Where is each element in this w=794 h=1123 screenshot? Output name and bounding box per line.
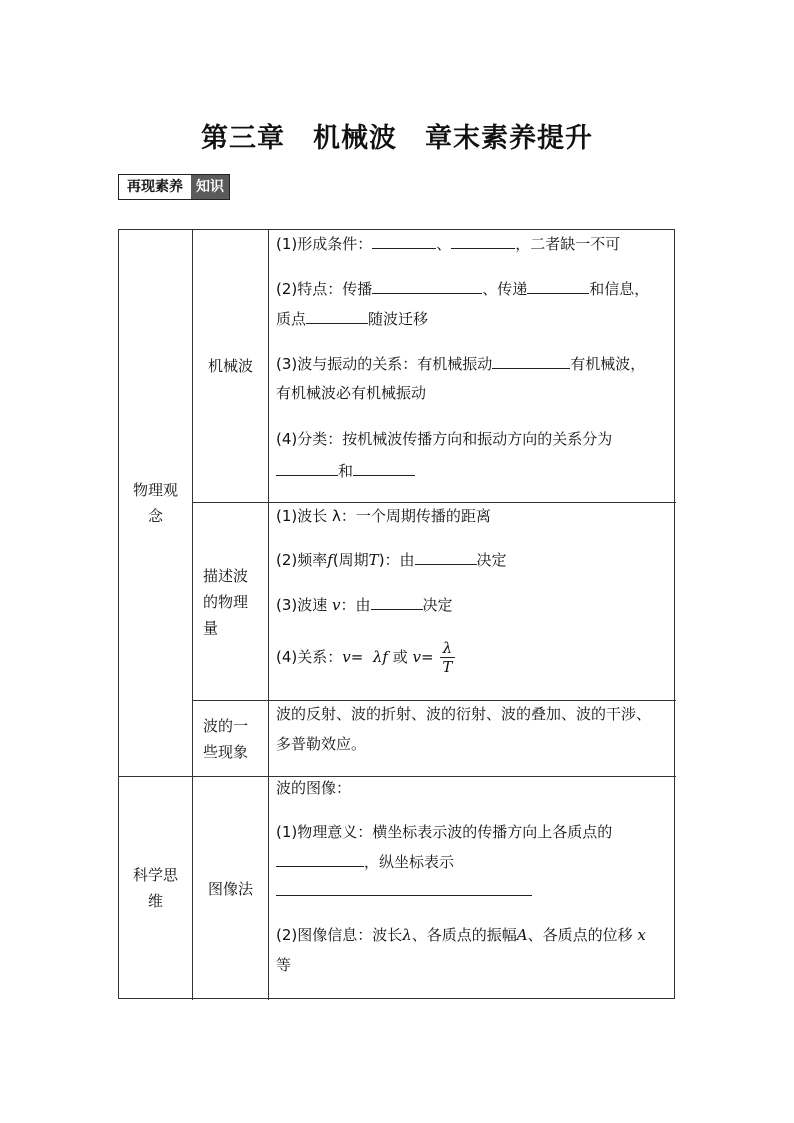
wave-line-2 — [276, 275, 649, 302]
wave-l4-end: 有机械波， — [570, 355, 646, 373]
content-mechanical-wave — [269, 230, 676, 502]
quantity-l2d: 决定 — [476, 551, 507, 569]
quantity-l3a: (3)波速 — [276, 596, 328, 614]
wave-line-7 — [276, 457, 415, 484]
quantity-l4eq: = — [350, 648, 364, 666]
blank — [353, 457, 415, 476]
subcategory-wave-quantities — [193, 503, 268, 700]
wave-l6-text: (4)分类：按机械波传播方向和振动方向的关系分为 — [276, 430, 613, 448]
graph-l4-text: 等 — [276, 956, 292, 974]
wave-l1-text: (1)形成条件： — [276, 235, 373, 253]
quantity-line-1 — [276, 503, 491, 529]
quantity-l3v: v — [332, 596, 341, 614]
phenomena-l2-text: 多普勒效应。 — [276, 735, 367, 753]
wave-line-3 — [276, 305, 428, 332]
badge-right: 知识 — [191, 175, 229, 199]
quantity-line-3 — [276, 591, 453, 618]
blank — [276, 848, 364, 867]
subcategory-wave-phenomena — [193, 701, 268, 776]
blank — [415, 546, 477, 565]
graph-line-4 — [276, 952, 291, 978]
wave-l2-end: 和信息， — [589, 280, 650, 298]
wave-l5-text: 有机械波必有机械振动 — [276, 384, 427, 402]
wave-line-1 — [276, 230, 620, 257]
wave-l1-sep: 、 — [436, 235, 452, 253]
graph-l1-text: (1)物理意义：横坐标表示波的传播方向上各质点的 — [276, 823, 613, 841]
content-wave-phenomena — [269, 701, 676, 776]
wave-l4-text: (3)波与振动的关系：有机械振动 — [276, 355, 493, 373]
wave-l3-end: 随波迁移 — [368, 310, 429, 328]
section-badge — [118, 174, 230, 200]
blank — [527, 275, 589, 294]
category-physics-concept-text: 物理观念 — [132, 481, 178, 525]
subcategory-graph-method — [193, 777, 268, 1000]
quantity-l3b: ：由 — [340, 596, 371, 614]
graph-l3A: A — [516, 926, 528, 944]
graph-l3x: x — [637, 926, 646, 944]
section-label: 章末素养提升 — [425, 123, 593, 154]
quantity-l1-text: (1)波长 λ：一个周期传播的距离 — [276, 507, 491, 525]
content-graph-method — [269, 777, 676, 1000]
badge-left: 再现素养 — [119, 175, 191, 199]
wave-l2-text: (2)特点：传播 — [276, 280, 373, 298]
graph-line-1 — [276, 819, 612, 845]
category-physics-concept — [119, 230, 192, 776]
quantity-l4v2: v — [412, 648, 421, 666]
blank — [276, 877, 532, 896]
wave-l2-mid: 、传递 — [482, 280, 528, 298]
quantity-l4v: v — [342, 648, 351, 666]
subcategory-graph-method-text: 图像法 — [207, 879, 253, 898]
blank — [492, 350, 570, 369]
fraction-numerator: λ — [440, 639, 456, 658]
graph-l0-text: 波的图像： — [276, 779, 352, 797]
graph-l3c: 、各质点的位移 — [527, 926, 633, 944]
chapter-label: 第三章 — [201, 123, 285, 154]
subcategory-mechanical-wave-text: 机械波 — [207, 357, 253, 375]
quantity-l2c: )：由 — [378, 551, 415, 569]
graph-line-blank — [276, 877, 532, 904]
subcategory-mechanical-wave — [193, 230, 268, 502]
quantity-l2b: (周期 — [332, 551, 369, 569]
blank — [306, 305, 368, 324]
quantity-l3c: 决定 — [422, 596, 453, 614]
quantity-l2f: f — [327, 551, 333, 569]
blank — [276, 457, 338, 476]
wave-line-6 — [276, 426, 612, 452]
fraction-denominator: T — [442, 658, 453, 676]
category-scientific-thinking-text: 科学思维 — [132, 866, 178, 910]
fraction — [440, 639, 456, 676]
blank — [372, 275, 482, 294]
blank — [371, 591, 423, 610]
subcategory-wave-quantities-text: 描述波的物理量 — [203, 566, 249, 637]
chapter-topic: 机械波 — [313, 123, 397, 154]
wave-l1-end: ，二者缺一不可 — [515, 235, 621, 253]
quantity-l4eq2: = — [420, 648, 434, 666]
quantity-l4lf: λf — [372, 648, 388, 666]
wave-l7-mid: 和 — [338, 462, 354, 480]
quantity-l4or: 或 — [392, 648, 408, 666]
graph-l3b: 、各质点的振幅 — [411, 926, 517, 944]
content-wave-quantities — [269, 503, 676, 700]
quantity-l2a: (2)频率 — [276, 551, 328, 569]
wave-line-4 — [276, 350, 645, 377]
graph-l3a: (2)图像信息：波长 — [276, 926, 403, 944]
graph-line-2 — [276, 848, 454, 875]
phenomena-line-1 — [276, 701, 651, 727]
page-title — [0, 116, 794, 155]
summary-table — [118, 229, 675, 999]
graph-line-0 — [276, 775, 351, 801]
wave-line-5 — [276, 380, 426, 406]
phenomena-line-2 — [276, 731, 366, 757]
phenomena-l1-text: 波的反射、波的折射、波的衍射、波的叠加、波的干涉、 — [276, 705, 652, 723]
quantity-line-2 — [276, 546, 507, 573]
wave-l3-text: 质点 — [276, 310, 307, 328]
blank — [451, 230, 515, 249]
graph-l2-text: ，纵坐标表示 — [364, 853, 455, 871]
graph-l3lam: λ — [402, 926, 412, 944]
quantity-line-4 — [276, 637, 455, 677]
graph-line-3 — [276, 922, 646, 948]
quantity-l4a: (4)关系： — [276, 648, 343, 666]
subcategory-wave-phenomena-text: 波的一些现象 — [203, 716, 249, 761]
quantity-l2T: T — [368, 551, 379, 569]
category-scientific-thinking — [119, 776, 192, 1000]
blank — [372, 230, 436, 249]
